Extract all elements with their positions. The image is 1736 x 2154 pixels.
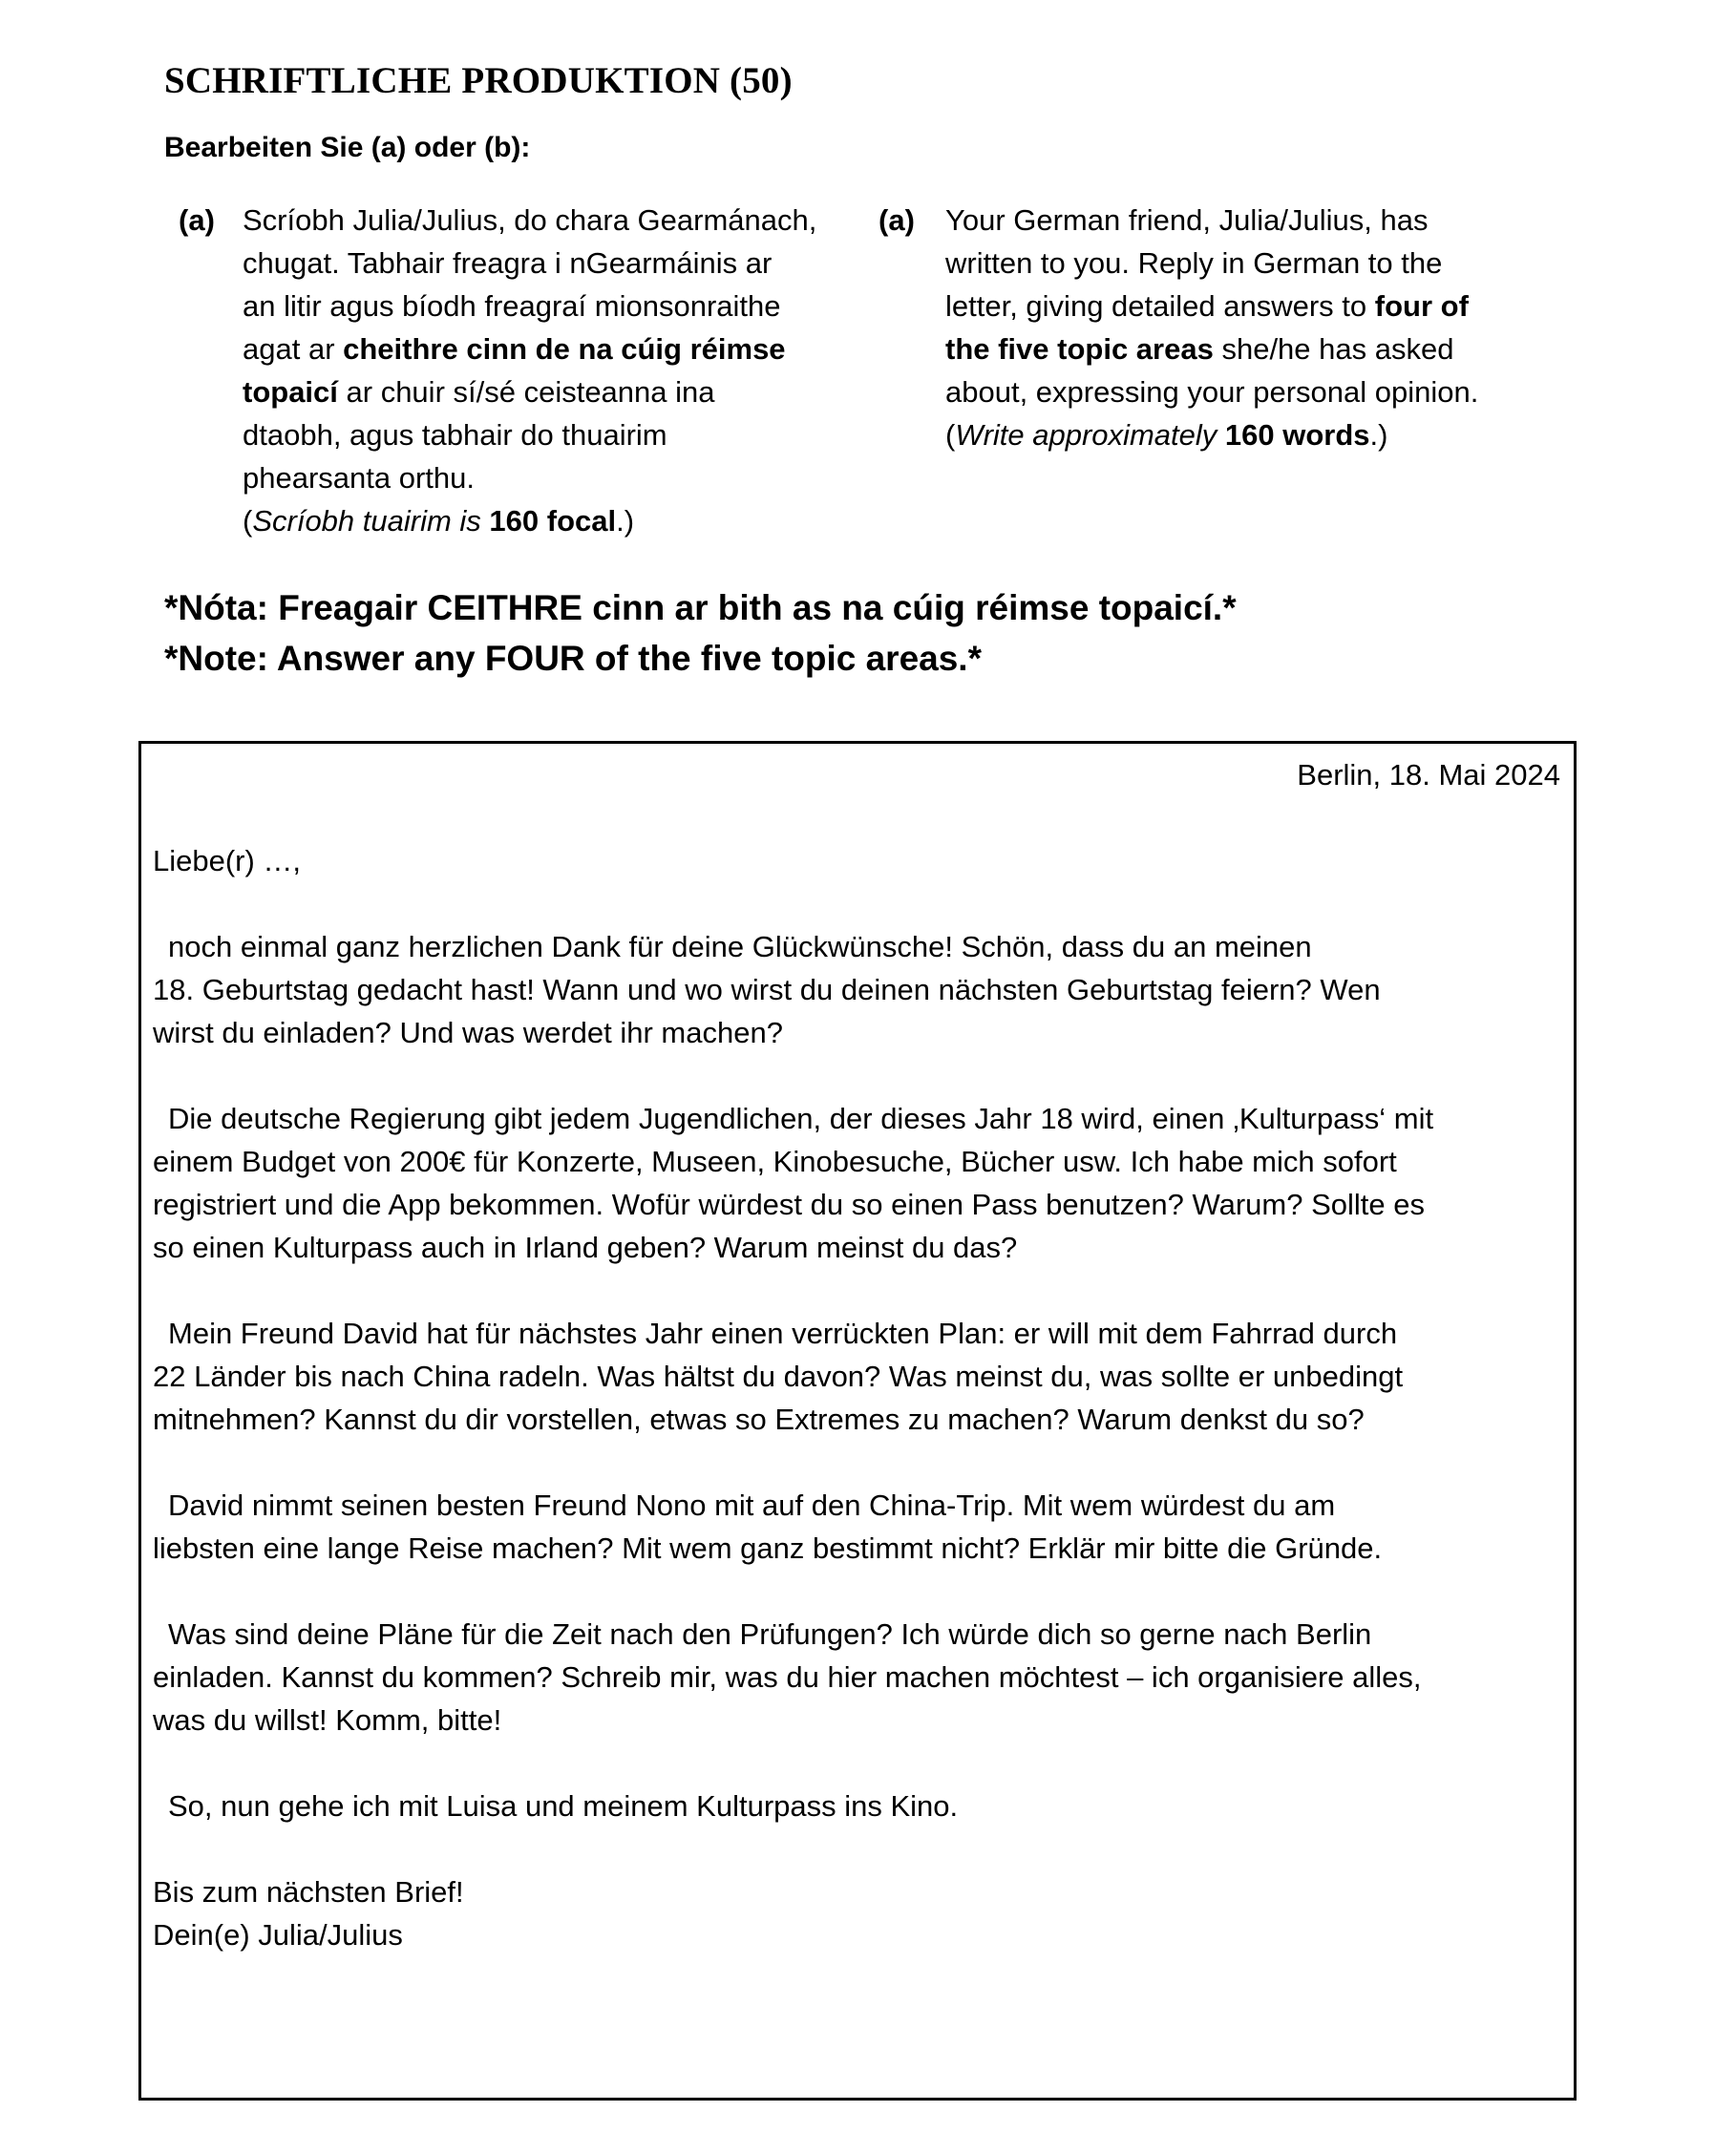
signature-line: Dein(e) Julia/Julius: [153, 1918, 403, 1952]
note-irish: *Nóta: Freagair CEITHRE cinn ar bith as na cúig réimse topaicí.*: [164, 588, 1237, 627]
paragraph-line: wirst du einladen? Und was werdet ihr machen?: [153, 1016, 783, 1049]
english-instruction-text: [945, 199, 1576, 456]
text-line: chugat. Tabhair freagra i nGearmáinis ar: [243, 246, 773, 280]
word-count-hint: (Write approximately 160 words.): [945, 418, 1388, 452]
paragraph-line: mitnehmen? Kannst du dir vorstellen, etwas so Extremes zu machen? Warum denkst du so?: [153, 1403, 1365, 1436]
text-line: written to you. Reply in German to the: [945, 246, 1443, 280]
closing-line: Bis zum nächsten Brief!: [153, 1875, 464, 1909]
text-line: letter, giving detailed answers to four of: [945, 289, 1469, 323]
letter-date: Berlin, 18. Mai 2024: [1297, 758, 1560, 792]
paragraph-line: einladen. Kannst du kommen? Schreib mir, was du hier machen möchtest – ich organisiere alles,: [153, 1660, 1422, 1694]
paragraph-line: einem Budget von 200€ für Konzerte, Museen, Kinobesuche, Bücher usw. Ich habe mich sofort: [153, 1145, 1397, 1178]
paragraph-line: Was sind deine Pläne für die Zeit nach den Prüfungen? Ich würde dich so gerne nach Berlin: [168, 1617, 1372, 1651]
letter-paragraph: [153, 1484, 1560, 1570]
text-line: about, expressing your personal opinion.: [945, 375, 1479, 409]
paragraph-line: liebsten eine lange Reise machen? Mit wem ganz bestimmt nicht? Erklär mir bitte die Gründe.: [153, 1531, 1383, 1565]
paragraph-line: 18. Geburtstag gedacht hast! Wann und wo wirst du deinen nächsten Geburtstag feiern? Wen: [153, 973, 1381, 1006]
paragraph-line: so einen Kulturpass auch in Irland geben? Warum meinst du das?: [153, 1231, 1018, 1264]
word-count-hint: (Scríobh tuairim is 160 focal.): [243, 504, 635, 538]
text-line: phearsanta orthu.: [243, 461, 476, 495]
text-line: Scríobh Julia/Julius, do chara Gearmánach,: [243, 203, 817, 237]
paragraph-line: 22 Länder bis nach China radeln. Was hältst du davon? Was meinst du, was sollte er unbedingt: [153, 1360, 1404, 1393]
option-marker: (a): [879, 203, 915, 237]
letter-content: [153, 753, 1560, 1956]
text-line: topaicí ar chuir sí/sé ceisteanna ina: [243, 375, 715, 409]
paragraph-line: Die deutsche Regierung gibt jedem Jugendlichen, der dieses Jahr 18 wird, einen ‚Kulturpass‘ mit: [168, 1102, 1434, 1135]
letter-paragraph: [153, 1312, 1560, 1441]
paragraph-line: registriert und die App bekommen. Wofür würdest du so einen Pass benutzen? Warum? Sollte es: [153, 1188, 1425, 1221]
irish-instructions: [179, 199, 847, 542]
task-instruction: Bearbeiten Sie (a) oder (b):: [164, 132, 531, 163]
paragraph-line: Mein Freund David hat für nächstes Jahr einen verrückten Plan: er will mit dem Fahrrad durch: [168, 1317, 1398, 1350]
text-line: Your German friend, Julia/Julius, has: [945, 203, 1429, 237]
letter-paragraph: [153, 1097, 1560, 1269]
english-instructions: [879, 199, 1576, 456]
option-marker: (a): [179, 203, 215, 237]
paragraph-line: David nimmt seinen besten Freund Nono mit auf den China-Trip. Mit wem würdest du am: [168, 1489, 1336, 1522]
note-block: [164, 582, 1237, 684]
letter-paragraph: [153, 1784, 1560, 1827]
letter-paragraph: [153, 925, 1560, 1054]
paragraph-line: was du willst! Komm, bitte!: [153, 1703, 502, 1737]
page-title: SCHRIFTLICHE PRODUKTION (50): [164, 60, 793, 101]
text-line: an litir agus bíodh freagraí mionsonraithe: [243, 289, 781, 323]
note-english: *Note: Answer any FOUR of the five topic areas.*: [164, 639, 982, 678]
letter-salutation: Liebe(r) …,: [153, 844, 302, 877]
text-line: dtaobh, agus tabhair do thuairim: [243, 418, 667, 452]
text-line: the five topic areas she/he has asked: [945, 332, 1454, 366]
paragraph-line: noch einmal ganz herzlichen Dank für deine Glückwünsche! Schön, dass du an meinen: [168, 930, 1312, 963]
paragraph-line: So, nun gehe ich mit Luisa und meinem Kulturpass ins Kino.: [168, 1789, 959, 1823]
irish-instruction-text: [243, 199, 847, 542]
letter-paragraph: [153, 1613, 1560, 1742]
letter-closing: [153, 1870, 1560, 1956]
text-line: agat ar cheithre cinn de na cúig réimse: [243, 332, 786, 366]
letter-box: [138, 741, 1577, 2101]
